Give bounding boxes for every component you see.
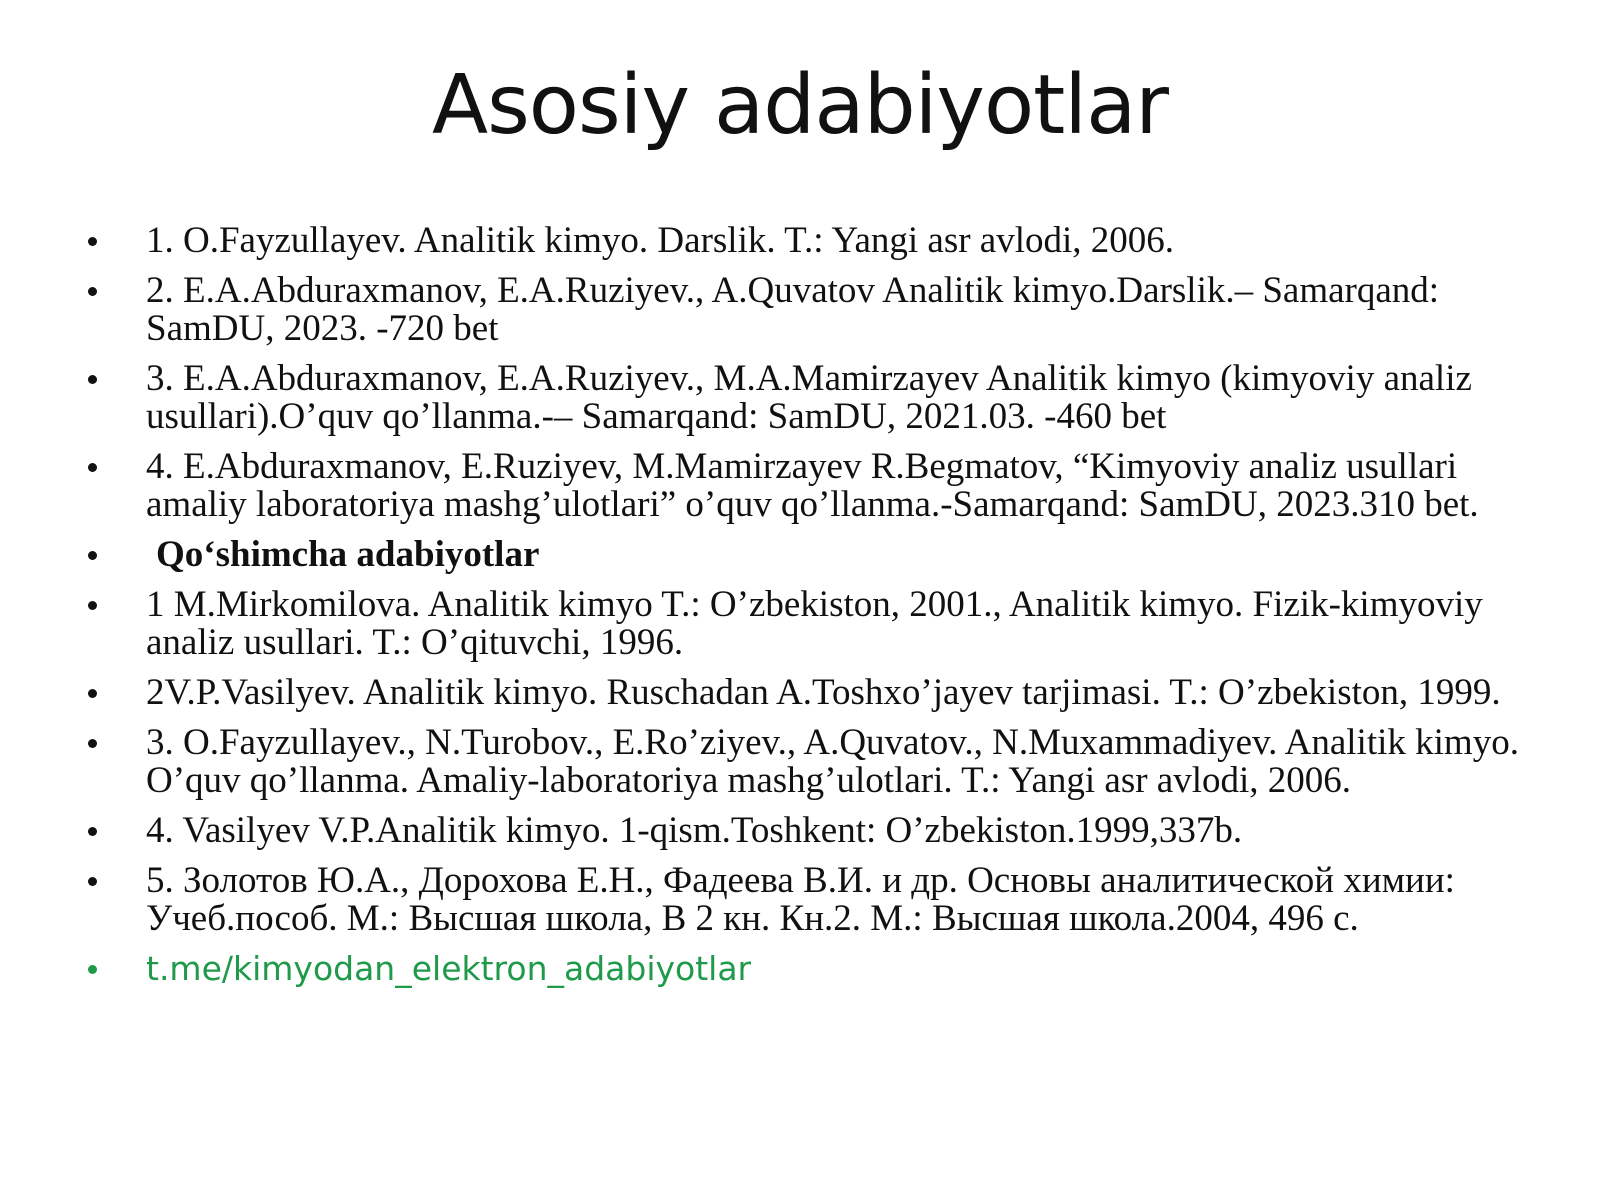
bullet-icon [88,287,97,296]
list-item [88,724,1528,800]
section-heading-text: Qo‘shimcha adabiyotlar [156,534,540,575]
bullet-icon [88,965,97,974]
list-item [88,812,1528,850]
list-item [88,448,1528,524]
list-item [88,272,1528,348]
list-item [88,586,1528,662]
reference-text: 1 M.Mirkomilova. Analitik kimyo T.: O’zbekiston, 2001., Analitik kimyo. Fizik-kimyoviy analiz usullari. T.: O’qituvchi, 1996. [146,584,1483,663]
bullet-icon [88,463,97,472]
reference-text: 4. Vasilyev V.P.Analitik kimyo. 1-qism.Toshkent: O’zbekiston.1999,337b. [146,810,1243,851]
list-item [88,862,1528,938]
slide-title: Asosiy adabiyotlar [431,58,1169,153]
reference-text: 2V.P.Vasilyev. Analitik kimyo. Ruschadan A.Toshxo’jayev tarjimasi. T.: O’zbekiston, 1999. [146,672,1501,713]
bullet-icon [88,689,97,698]
reference-text: 4. E.Abduraxmanov, E.Ruziyev, M.Mamirzayev R.Begmatov, “Kimyoviy analiz usullari amaliy laboratoriya mashg’ulotlari” o’quv qo’llanma.-Samarqand: SamDU, 2023.310 bet. [146,446,1479,525]
reference-text: 3. E.A.Abduraxmanov, E.A.Ruziyev., M.A.Mamirzayev Analitik kimyo (kimyoviy analiz usullari).O’quv qo’llanma.-– Samarqand: SamDU, 2021.03. -460 bet [146,358,1472,437]
reference-text: 1. O.Fayzullayev. Analitik kimyo. Darslik. T.: Yangi asr avlodi, 2006. [146,220,1175,261]
list-item [88,674,1528,712]
bullet-icon [88,877,97,886]
bullet-icon [88,739,97,748]
bullet-icon [88,827,97,836]
bullet-icon [88,375,97,384]
section-heading [88,536,1528,574]
reference-list [88,222,1528,1000]
list-item [88,222,1528,260]
reference-text: 2. E.A.Abduraxmanov, E.A.Ruziyev., A.Quvatov Analitik kimyo.Darslik.– Samarqand: SamDU, 2023. -720 bet [146,270,1440,349]
telegram-link[interactable]: t.me/kimyodan_elektron_adabiyotlar [146,949,752,988]
reference-text: 5. Золотов Ю.А., Дорохова Е.Н., Фадеева В.И. и др. Основы аналитической химии: Учеб.пособ. М.: Высшая школа, В 2 кн. Кн.2. М.: Высшая школа.2004, 496 с. [146,860,1455,939]
reference-text: 3. O.Fayzullayev., N.Turobov., E.Ro’ziyev., A.Quvatov., N.Muxammadiyev. Analitik kimyo. O’quv qo’llanma. Amaliy-laboratoriya mashg’ulotlari. T.: Yangi asr avlodi, 2006. [146,722,1519,801]
bullet-icon [88,551,97,560]
list-item [88,360,1528,436]
bullet-icon [88,601,97,610]
telegram-link-item[interactable] [88,950,1528,988]
bullet-icon [88,237,97,246]
